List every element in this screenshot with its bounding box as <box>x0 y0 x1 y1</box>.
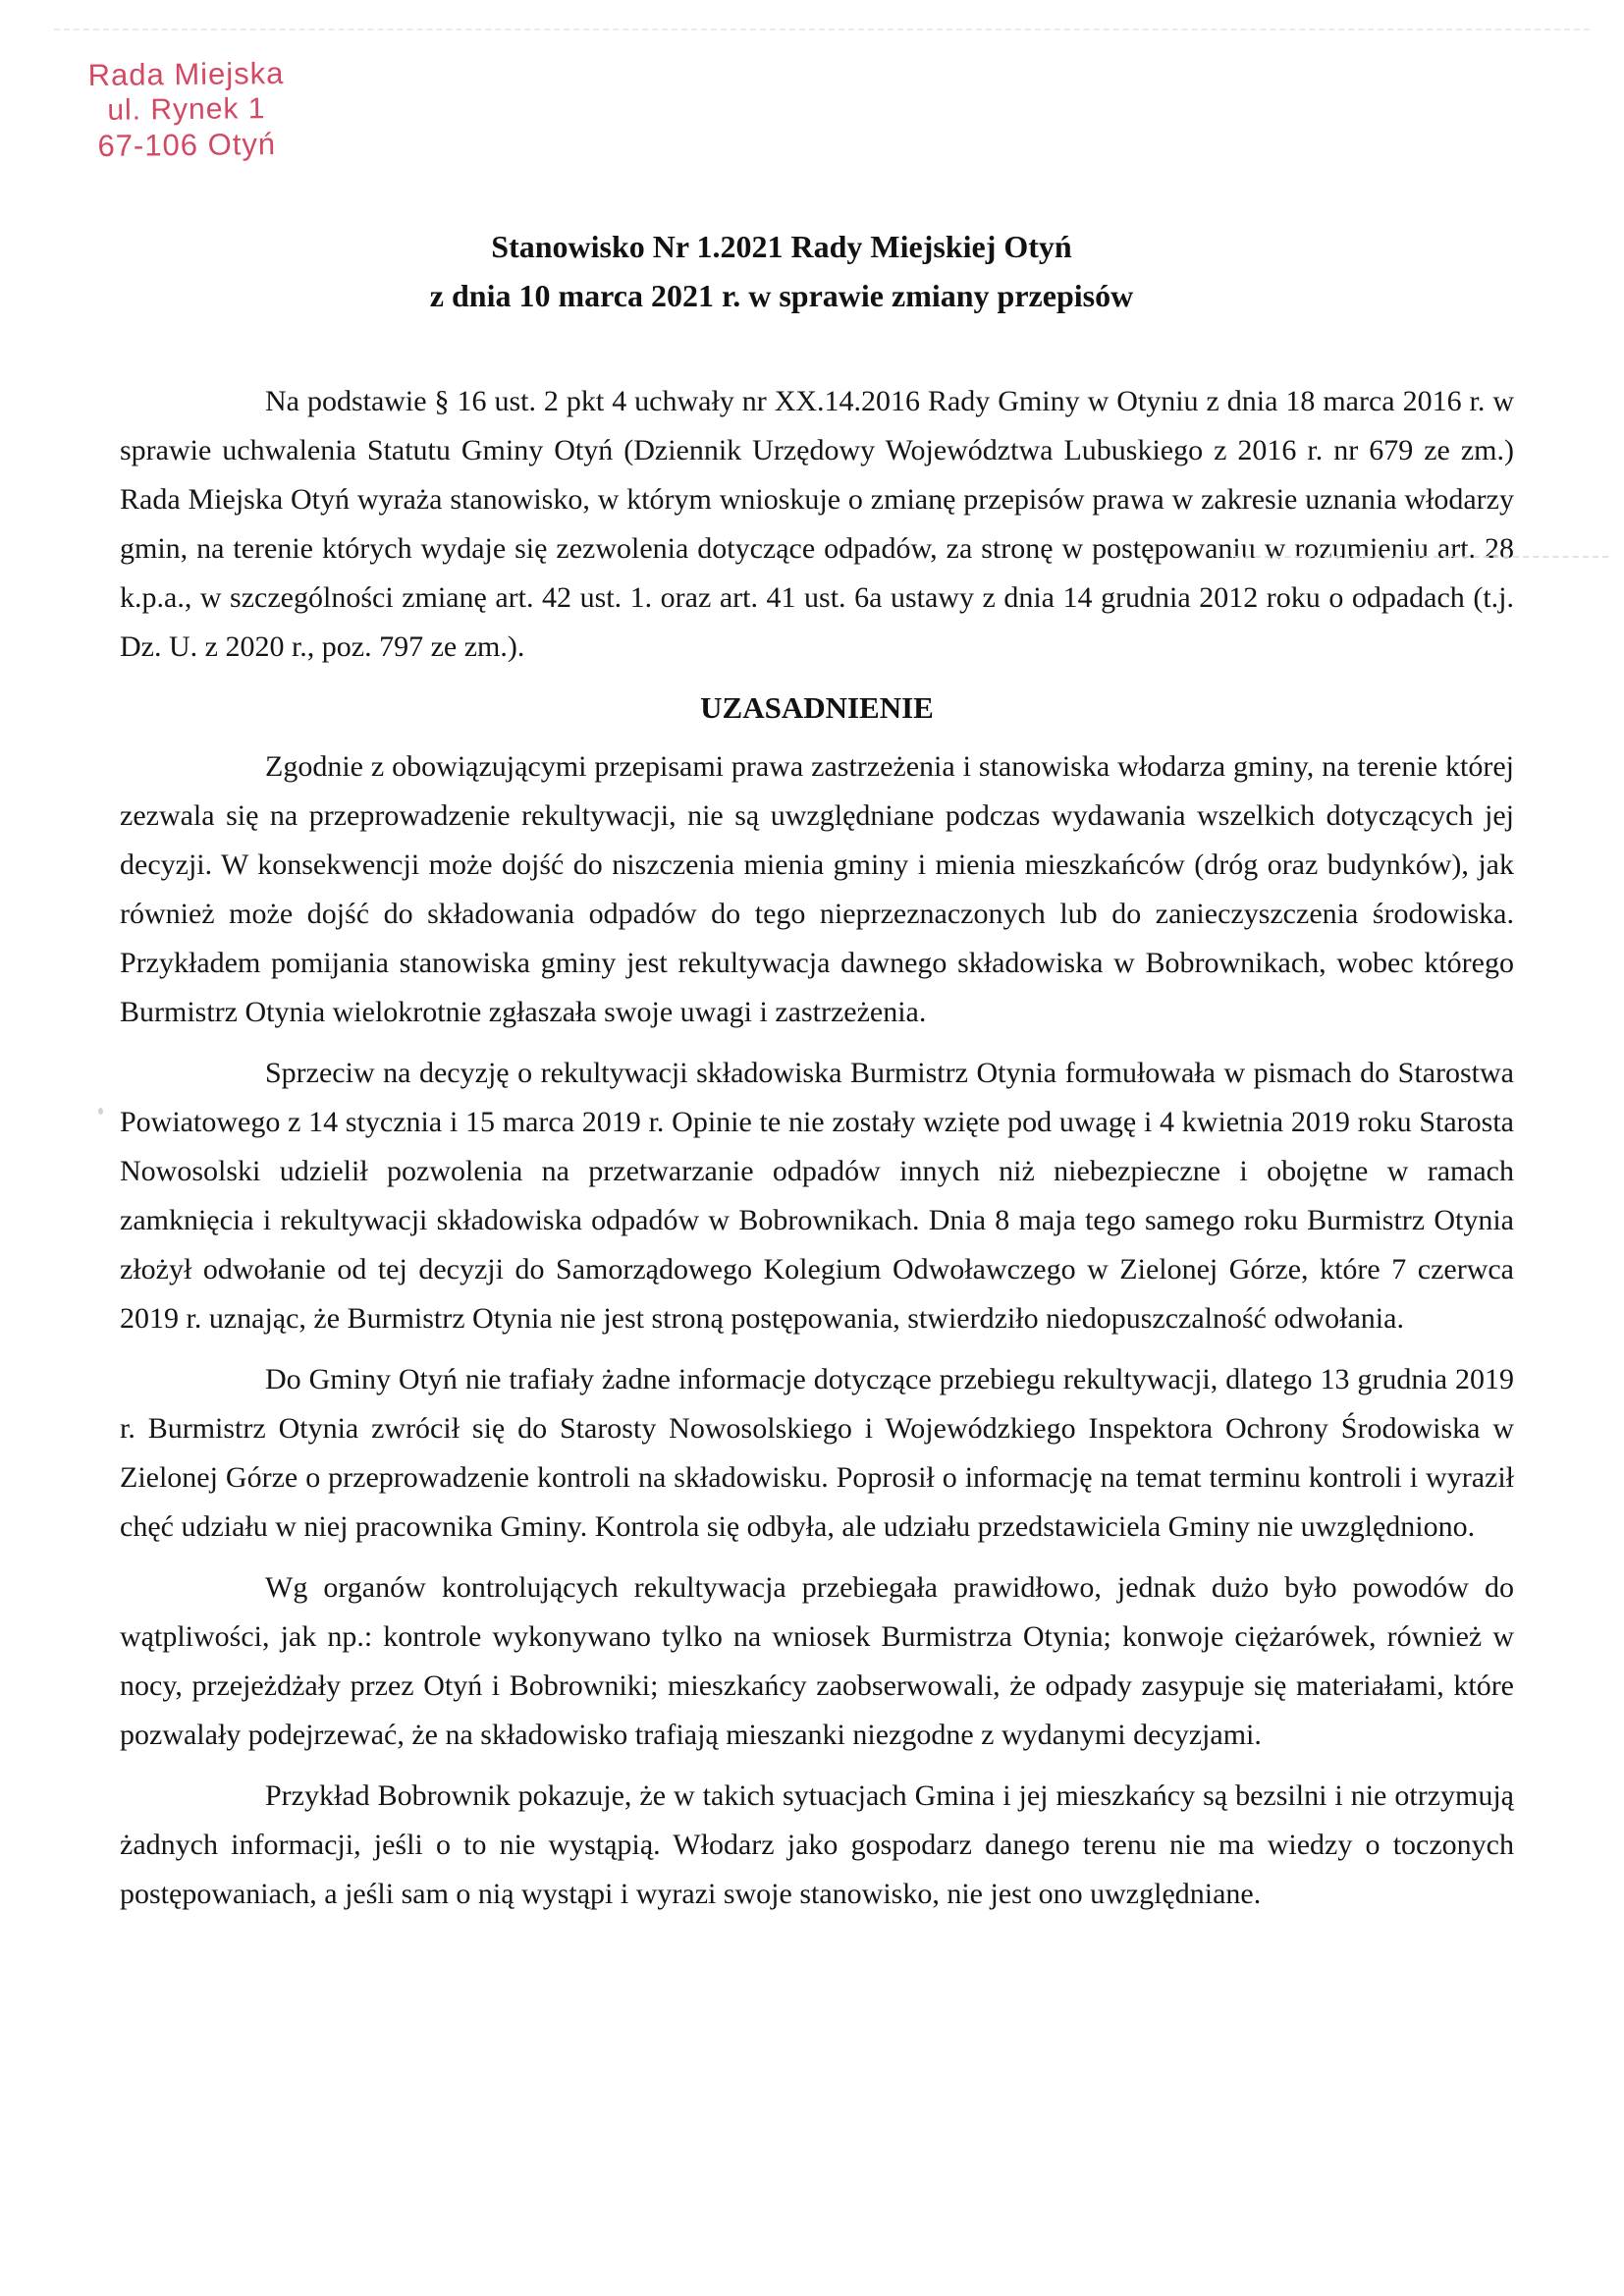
stamp-line-street: ul. Rynek 1 <box>107 92 266 127</box>
document-body <box>120 377 1514 1919</box>
justification-paragraph-3: Do Gminy Otyń nie trafiały żadne informacje dotyczące przebiegu rekultywacji, dlatego 13 grudnia 2019 r. Burmistrz Otynia zwrócił się do Starosty Nowosolskiego i Wojewódzkiego Inspektora Ochrony Środowiska w Zielonej Górze o przeprowadzenie kontroli na składowisku. Poprosił o informację na temat terminu kontroli i wyraził chęć udziału w niej pracownika Gminy. Kontrola się odbyła, ale udziału przedstawiciela Gminy nie uwzględniono. <box>120 1363 1514 1543</box>
scan-artifact-top-line <box>54 28 1590 30</box>
justification-paragraph-4: Wg organów kontrolujących rekultywacja przebiegała prawidłowo, jednak dużo było powodów do wątpliwości, jak np.: kontrole wykonywano tylko na wniosek Burmistrza Otynia; konwoje ciężarówek, również w nocy, przejeżdżały przez Otyń i Bobrowniki; mieszkańcy zaobserwowali, że odpady zasypuje się materiałami, które pozwalały podejrzewać, że na składowisko trafiają mieszanki niezgodne z wydanymi decyzjami. <box>120 1571 1514 1751</box>
section-heading-uzasadnienie: UZASADNIENIE <box>700 690 934 725</box>
scan-artifact-margin-dot <box>98 1108 103 1115</box>
document-title-line2: z dnia 10 marca 2021 r. w sprawie zmiany przepisów <box>429 278 1134 313</box>
document-title-line1: Stanowisko Nr 1.2021 Rady Miejskiej Otyń <box>491 229 1072 264</box>
address-stamp <box>87 56 285 164</box>
stamp-line-city: 67-106 Otyń <box>97 127 277 163</box>
justification-paragraph-5: Przykład Bobrownik pokazuje, że w takich sytuacjach Gmina i jej mieszkańcy są bezsilni i nie otrzymują żadnych informacji, jeśli o to nie wystąpią. Włodarz jako gospodarz danego terenu nie ma wiedzy o toczonych postępowaniach, a jeśli sam o nią wystąpi i wyrazi swoje stanowisko, nie jest ono uwzględniane. <box>120 1779 1514 1910</box>
justification-paragraph-2: Sprzeciw na decyzję o rekultywacji składowiska Burmistrz Otynia formułowała w pismach do Starostwa Powiatowego z 14 stycznia i 15 marca 2019 r. Opinie te nie zostały wzięte pod uwagę i 4 kwietnia 2019 roku Starosta Nowosolski udzielił pozwolenia na przetwarzanie odpadów innych niż niebezpieczne i obojętne w ramach zamknięcia i rekultywacji składowiska odpadów w Bobrownikach. Dnia 8 maja tego samego roku Burmistrz Otynia złożył odwołanie od tej decyzji do Samorządowego Kolegium Odwoławczego w Zielonej Górze, które 7 czerwca 2019 r. uznając, że Burmistrz Otynia nie jest stroną postępowania, stwierdziło niedopuszczalność odwołania. <box>120 1057 1514 1335</box>
intro-paragraph: Na podstawie § 16 ust. 2 pkt 4 uchwały nr XX.14.2016 Rady Gminy w Otyniu z dnia 18 marca 2016 r. w sprawie uchwalenia Statutu Gminy Otyń (Dziennik Urzędowy Województwa Lubuskiego z 2016 r. nr 679 ze zm.) Rada Miejska Otyń wyraża stanowisko, w którym wnioskuje o zmianę przepisów prawa w zakresie uznania włodarzy gmin, na terenie których wydaje się zezwolenia dotyczące odpadów, za stronę w postępowaniu w rozumieniu art. 28 k.p.a., w szczególności zmianę art. 42 ust. 1. oraz art. 41 ust. 6a ustawy z dnia 14 grudnia 2012 roku o odpadach (t.j. Dz. U. z 2020 r., poz. 797 ze zm.). <box>120 385 1514 663</box>
justification-paragraph-1: Zgodnie z obowiązującymi przepisami prawa zastrzeżenia i stanowiska włodarza gminy, na terenie której zezwala się na przeprowadzenie rekultywacji, nie są uwzględniane podczas wydawania wszelkich dotyczących jej decyzji. W konsekwencji może dojść do niszczenia mienia gminy i mienia mieszkańców (dróg oraz budynków), jak również może dojść do składowania odpadów do tego nieprzeznaczonych lub do zanieczyszczenia środowiska. Przykładem pomijania stanowiska gminy jest rekultywacja dawnego składowiska w Bobrownikach, wobec którego Burmistrz Otynia wielokrotnie zgłaszała swoje uwagi i zastrzeżenia. <box>120 750 1514 1028</box>
scan-artifact-mid-line <box>1235 556 1608 558</box>
stamp-line-organization: Rada Miejska <box>87 55 285 93</box>
